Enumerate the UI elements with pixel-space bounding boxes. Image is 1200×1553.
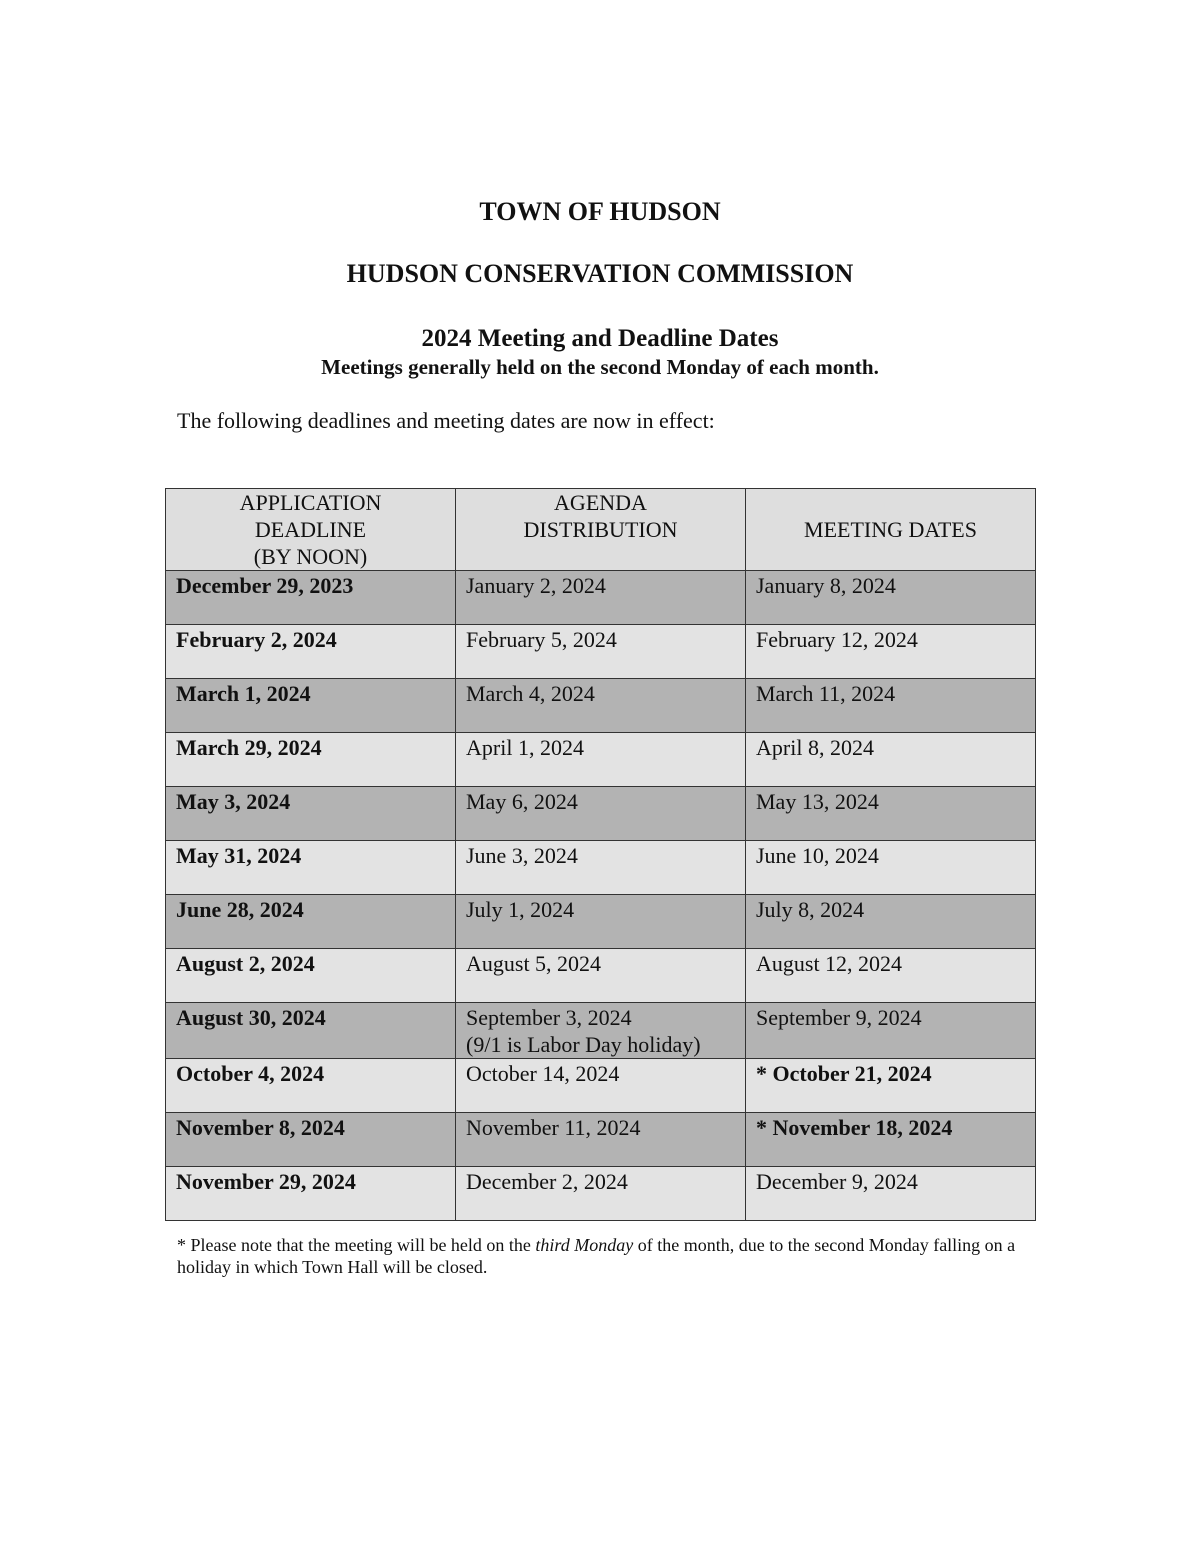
agenda-date: April 1, 2024 (466, 735, 584, 760)
header-line: MEETING DATES (804, 517, 977, 542)
meeting-cell: March 11, 2024 (746, 679, 1036, 733)
deadline-cell: March 1, 2024 (166, 679, 456, 733)
footnote (177, 1234, 1017, 1278)
agenda-date: September 3, 2024 (466, 1005, 632, 1030)
agenda-cell (456, 949, 746, 1003)
agenda-date: December 2, 2024 (466, 1169, 628, 1194)
document-subtitle: Meetings generally held on the second Monday of each month. (321, 355, 879, 379)
table-header-row (166, 489, 1036, 571)
agenda-cell (456, 787, 746, 841)
schedule-table (165, 488, 1036, 1221)
agenda-cell (456, 625, 746, 679)
deadline-cell: May 3, 2024 (166, 787, 456, 841)
agenda-date: January 2, 2024 (466, 573, 606, 598)
table-row (166, 571, 1036, 625)
header-meeting-dates (746, 489, 1036, 571)
header-line: (BY NOON) (253, 544, 368, 569)
schedule-body (166, 571, 1036, 1221)
agenda-cell (456, 1113, 746, 1167)
agenda-cell (456, 571, 746, 625)
agenda-date: February 5, 2024 (466, 627, 617, 652)
meeting-cell: June 10, 2024 (746, 841, 1036, 895)
meeting-cell: September 9, 2024 (746, 1003, 1036, 1059)
agenda-date: May 6, 2024 (466, 789, 578, 814)
agenda-date: July 1, 2024 (466, 897, 575, 922)
meeting-cell: January 8, 2024 (746, 571, 1036, 625)
agenda-cell (456, 1059, 746, 1113)
meeting-cell: July 8, 2024 (746, 895, 1036, 949)
table-row (166, 1003, 1036, 1059)
deadline-cell: August 30, 2024 (166, 1003, 456, 1059)
table-row (166, 787, 1036, 841)
deadline-cell: August 2, 2024 (166, 949, 456, 1003)
table-row (166, 1059, 1036, 1113)
footnote-emphasis: third Monday (535, 1235, 634, 1255)
deadline-cell: March 29, 2024 (166, 733, 456, 787)
agenda-date: October 14, 2024 (466, 1061, 620, 1086)
footnote-text-end: of the month, due to the second Monday falling on a holiday in which Town Hall will be closed. (177, 1235, 1016, 1277)
deadline-cell: November 29, 2024 (166, 1167, 456, 1221)
header-application-deadline (166, 489, 456, 571)
table-row (166, 625, 1036, 679)
agenda-cell (456, 841, 746, 895)
meeting-cell: August 12, 2024 (746, 949, 1036, 1003)
deadline-cell: February 2, 2024 (166, 625, 456, 679)
table-row (166, 949, 1036, 1003)
agenda-cell (456, 1003, 746, 1059)
agenda-cell (456, 895, 746, 949)
intro-text: The following deadlines and meeting dates are now in effect: (177, 408, 715, 433)
agenda-cell (456, 1167, 746, 1221)
deadline-cell: December 29, 2023 (166, 571, 456, 625)
meeting-cell: * October 21, 2024 (746, 1059, 1036, 1113)
header-line: AGENDA (554, 490, 647, 515)
town-name: TOWN OF HUDSON (479, 197, 721, 226)
table-row (166, 679, 1036, 733)
agenda-note: (9/1 is Labor Day holiday) (466, 1032, 701, 1057)
table-row (166, 895, 1036, 949)
agenda-date: March 4, 2024 (466, 681, 595, 706)
meeting-cell: April 8, 2024 (746, 733, 1036, 787)
table-row (166, 1167, 1036, 1221)
agenda-cell (456, 733, 746, 787)
commission-name: HUDSON CONSERVATION COMMISSION (346, 259, 854, 288)
deadline-cell: May 31, 2024 (166, 841, 456, 895)
table-row (166, 733, 1036, 787)
deadline-cell: November 8, 2024 (166, 1113, 456, 1167)
header-line: APPLICATION (239, 490, 382, 515)
document-title: 2024 Meeting and Deadline Dates (421, 325, 779, 352)
agenda-date: November 11, 2024 (466, 1115, 641, 1140)
deadline-cell: June 28, 2024 (166, 895, 456, 949)
agenda-date: August 5, 2024 (466, 951, 602, 976)
agenda-date: June 3, 2024 (466, 843, 578, 868)
header-agenda-distribution (456, 489, 746, 571)
meeting-cell: May 13, 2024 (746, 787, 1036, 841)
table-row (166, 1113, 1036, 1167)
meeting-cell: * November 18, 2024 (746, 1113, 1036, 1167)
footnote-text: * Please note that the meeting will be held on the (177, 1235, 536, 1255)
deadline-cell: October 4, 2024 (166, 1059, 456, 1113)
table-row (166, 841, 1036, 895)
meeting-cell: December 9, 2024 (746, 1167, 1036, 1221)
header-line: DISTRIBUTION (523, 517, 678, 542)
header-line: DEADLINE (254, 517, 367, 542)
agenda-cell (456, 679, 746, 733)
meeting-cell: February 12, 2024 (746, 625, 1036, 679)
